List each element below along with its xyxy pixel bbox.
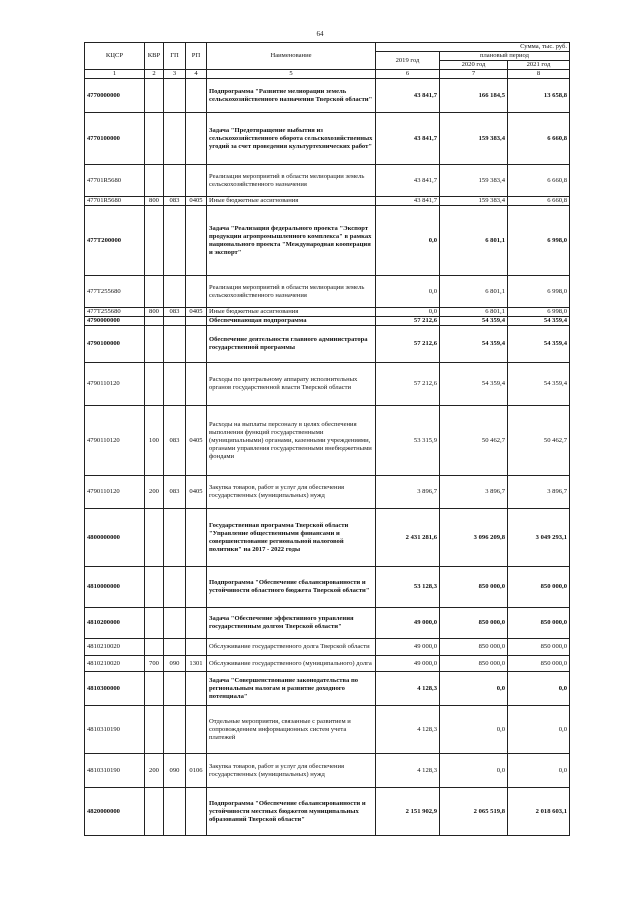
- gp-cell: 090: [164, 656, 186, 672]
- kcsr-cell: 4810000000: [85, 567, 145, 608]
- header-kvr: КВР: [145, 43, 164, 70]
- kvr-cell: [145, 79, 164, 113]
- value-2019-cell: 4 128,3: [376, 672, 440, 706]
- rp-cell: [186, 326, 207, 363]
- gp-cell: 083: [164, 476, 186, 509]
- kcsr-cell: 4800000000: [85, 509, 145, 567]
- index-cell: 3: [164, 70, 186, 79]
- value-2021-cell: 6 998,0: [508, 206, 570, 276]
- rp-cell: [186, 788, 207, 836]
- value-2019-cell: 57 212,6: [376, 326, 440, 363]
- value-2021-cell: 0,0: [508, 754, 570, 788]
- kcsr-cell: 4810210020: [85, 656, 145, 672]
- value-2021-cell: 3 896,7: [508, 476, 570, 509]
- rp-cell: [186, 206, 207, 276]
- rp-cell: 0405: [186, 197, 207, 206]
- name-cell: Подпрограмма "Развитие мелиорации земель сельскохозяйственного назначения Тверской области": [207, 79, 376, 113]
- gp-cell: [164, 206, 186, 276]
- table-row: [85, 165, 570, 197]
- table-row: [85, 79, 570, 113]
- table-row: [85, 363, 570, 406]
- kcsr-cell: 47701R5680: [85, 197, 145, 206]
- table-row: [85, 476, 570, 509]
- kcsr-cell: 477T200000: [85, 206, 145, 276]
- value-2020-cell: 850 000,0: [440, 567, 508, 608]
- value-2020-cell: 159 383,4: [440, 113, 508, 165]
- kcsr-cell: 4790110120: [85, 363, 145, 406]
- kvr-cell: [145, 317, 164, 326]
- value-2021-cell: 6 998,0: [508, 308, 570, 317]
- kvr-cell: [145, 206, 164, 276]
- table-row: [85, 308, 570, 317]
- name-cell: Реализация мероприятий в области мелиорации земель сельскохозяйственного назначения: [207, 165, 376, 197]
- value-2020-cell: 159 383,4: [440, 197, 508, 206]
- name-cell: Государственная программа Тверской области "Управление общественными финансами и совершенствование региональной налоговой политики" на 2017 - 2022 годы: [207, 509, 376, 567]
- name-cell: Подпрограмма "Обеспечение сбалансированности и устойчивости областного бюджета Тверской области": [207, 567, 376, 608]
- kvr-cell: [145, 113, 164, 165]
- value-2020-cell: 6 801,1: [440, 206, 508, 276]
- name-cell: Закупка товаров, работ и услуг для обеспечения государственных (муниципальных) нужд: [207, 754, 376, 788]
- table-row: [85, 788, 570, 836]
- rp-cell: [186, 276, 207, 308]
- rp-cell: 0106: [186, 754, 207, 788]
- value-2020-cell: 3 896,7: [440, 476, 508, 509]
- kcsr-cell: 477T255680: [85, 308, 145, 317]
- value-2020-cell: 159 383,4: [440, 165, 508, 197]
- value-2021-cell: 54 359,4: [508, 363, 570, 406]
- gp-cell: 083: [164, 197, 186, 206]
- gp-cell: 083: [164, 406, 186, 476]
- name-cell: Иные бюджетные ассигнования: [207, 308, 376, 317]
- header-2019: 2019 год: [376, 52, 440, 70]
- kcsr-cell: 4810310190: [85, 754, 145, 788]
- gp-cell: [164, 639, 186, 656]
- name-cell: Расходы по центральному аппарату исполнительных органов государственной власти Тверской области: [207, 363, 376, 406]
- gp-cell: 090: [164, 754, 186, 788]
- value-2020-cell: 0,0: [440, 706, 508, 754]
- value-2021-cell: 850 000,0: [508, 639, 570, 656]
- header-2020: 2020 год: [440, 61, 508, 70]
- kcsr-cell: 4810200000: [85, 608, 145, 639]
- kvr-cell: 200: [145, 754, 164, 788]
- value-2019-cell: 3 896,7: [376, 476, 440, 509]
- value-2019-cell: 53 315,9: [376, 406, 440, 476]
- gp-cell: [164, 706, 186, 754]
- table-row: [85, 672, 570, 706]
- value-2020-cell: 6 801,1: [440, 276, 508, 308]
- table-row: [85, 639, 570, 656]
- value-2021-cell: 6 660,8: [508, 197, 570, 206]
- value-2020-cell: 850 000,0: [440, 639, 508, 656]
- column-index-row: [85, 70, 570, 79]
- gp-cell: [164, 113, 186, 165]
- value-2021-cell: 6 660,8: [508, 113, 570, 165]
- kcsr-cell: 4790100000: [85, 326, 145, 363]
- kvr-cell: [145, 165, 164, 197]
- rp-cell: 0405: [186, 476, 207, 509]
- value-2019-cell: 57 212,6: [376, 317, 440, 326]
- index-cell: 2: [145, 70, 164, 79]
- value-2021-cell: 6 660,8: [508, 165, 570, 197]
- kvr-cell: [145, 608, 164, 639]
- value-2020-cell: 3 096 209,8: [440, 509, 508, 567]
- table-row: [85, 326, 570, 363]
- value-2019-cell: 57 212,6: [376, 363, 440, 406]
- header-2021: 2021 год: [508, 61, 570, 70]
- kvr-cell: 200: [145, 476, 164, 509]
- value-2019-cell: 2 151 902,9: [376, 788, 440, 836]
- index-cell: 6: [376, 70, 440, 79]
- table-row: [85, 113, 570, 165]
- gp-cell: [164, 672, 186, 706]
- value-2020-cell: 850 000,0: [440, 656, 508, 672]
- rp-cell: [186, 317, 207, 326]
- name-cell: Подпрограмма "Обеспечение сбалансированности и устойчивости местных бюджетов муниципальных образований Тверской области": [207, 788, 376, 836]
- kvr-cell: [145, 567, 164, 608]
- value-2019-cell: 4 128,3: [376, 754, 440, 788]
- value-2021-cell: 850 000,0: [508, 567, 570, 608]
- value-2021-cell: 2 018 603,1: [508, 788, 570, 836]
- value-2020-cell: 2 065 519,8: [440, 788, 508, 836]
- value-2020-cell: 166 184,5: [440, 79, 508, 113]
- value-2019-cell: 0,0: [376, 308, 440, 317]
- value-2019-cell: 43 841,7: [376, 197, 440, 206]
- gp-cell: [164, 788, 186, 836]
- rp-cell: 0405: [186, 308, 207, 317]
- index-cell: 4: [186, 70, 207, 79]
- table-row: [85, 608, 570, 639]
- value-2020-cell: 54 359,4: [440, 317, 508, 326]
- rp-cell: [186, 639, 207, 656]
- kcsr-cell: 4790110120: [85, 476, 145, 509]
- name-cell: Обеспечение деятельности главного администратора государственной программы: [207, 326, 376, 363]
- gp-cell: [164, 165, 186, 197]
- value-2019-cell: 43 841,7: [376, 113, 440, 165]
- rp-cell: 0405: [186, 406, 207, 476]
- gp-cell: [164, 276, 186, 308]
- value-2021-cell: 54 359,4: [508, 326, 570, 363]
- value-2020-cell: 0,0: [440, 754, 508, 788]
- kcsr-cell: 4770000000: [85, 79, 145, 113]
- name-cell: Задача "Совершенствование законодательства по региональным налогам и развитие доходного потенциала": [207, 672, 376, 706]
- kvr-cell: 700: [145, 656, 164, 672]
- rp-cell: [186, 567, 207, 608]
- value-2021-cell: 850 000,0: [508, 656, 570, 672]
- header-sum: Сумма, тыс. руб.: [376, 43, 570, 52]
- name-cell: Задача "Обеспечение эффективного управления государственным долгом Тверской области": [207, 608, 376, 639]
- name-cell: Задача "Реализация федерального проекта "Экспорт продукции агропромышленного комплекса" в рамках национального проекта "Международная кооперация и экспорт": [207, 206, 376, 276]
- value-2020-cell: 6 801,1: [440, 308, 508, 317]
- value-2019-cell: 49 000,0: [376, 656, 440, 672]
- name-cell: Закупка товаров, работ и услуг для обеспечения государственных (муниципальных) нужд: [207, 476, 376, 509]
- value-2020-cell: 54 359,4: [440, 326, 508, 363]
- value-2019-cell: 4 128,3: [376, 706, 440, 754]
- rp-cell: 1301: [186, 656, 207, 672]
- value-2021-cell: 13 658,8: [508, 79, 570, 113]
- kvr-cell: [145, 788, 164, 836]
- value-2021-cell: 6 998,0: [508, 276, 570, 308]
- value-2019-cell: 0,0: [376, 206, 440, 276]
- kvr-cell: [145, 326, 164, 363]
- rp-cell: [186, 706, 207, 754]
- value-2019-cell: 0,0: [376, 276, 440, 308]
- kcsr-cell: 4820000000: [85, 788, 145, 836]
- kcsr-cell: 4770100000: [85, 113, 145, 165]
- kcsr-cell: 477T255680: [85, 276, 145, 308]
- table-row: [85, 509, 570, 567]
- table-body: [85, 79, 570, 836]
- header-kcsr: КЦСР: [85, 43, 145, 70]
- gp-cell: [164, 326, 186, 363]
- name-cell: Задача "Предотвращение выбытия из сельскохозяйственного оборота сельскохозяйственных угодий за счет проведения культуртехнических работ": [207, 113, 376, 165]
- value-2020-cell: 54 359,4: [440, 363, 508, 406]
- table-row: [85, 656, 570, 672]
- value-2021-cell: 0,0: [508, 706, 570, 754]
- name-cell: Отдельные мероприятия, связанные с развитием и сопровождением информационных систем учета платежей: [207, 706, 376, 754]
- value-2020-cell: 850 000,0: [440, 608, 508, 639]
- table-row: [85, 197, 570, 206]
- kvr-cell: 800: [145, 308, 164, 317]
- name-cell: Иные бюджетные ассигнования: [207, 197, 376, 206]
- rp-cell: [186, 113, 207, 165]
- kvr-cell: 100: [145, 406, 164, 476]
- name-cell: Обслуживание государственного (муниципального) долга: [207, 656, 376, 672]
- index-cell: 7: [440, 70, 508, 79]
- value-2021-cell: 54 359,4: [508, 317, 570, 326]
- table-row: [85, 276, 570, 308]
- value-2021-cell: 850 000,0: [508, 608, 570, 639]
- name-cell: Обеспечивающая подпрограмма: [207, 317, 376, 326]
- kvr-cell: [145, 639, 164, 656]
- value-2021-cell: 50 462,7: [508, 406, 570, 476]
- gp-cell: [164, 363, 186, 406]
- rp-cell: [186, 165, 207, 197]
- gp-cell: [164, 509, 186, 567]
- rp-cell: [186, 79, 207, 113]
- value-2019-cell: 53 128,3: [376, 567, 440, 608]
- gp-cell: [164, 79, 186, 113]
- kvr-cell: [145, 672, 164, 706]
- table-row: [85, 317, 570, 326]
- budget-table: [84, 42, 570, 836]
- name-cell: Обслуживание государственного долга Тверской области: [207, 639, 376, 656]
- header-rp: РП: [186, 43, 207, 70]
- header-planned-period: плановый период: [440, 52, 570, 61]
- value-2019-cell: 49 000,0: [376, 639, 440, 656]
- kvr-cell: [145, 706, 164, 754]
- rp-cell: [186, 363, 207, 406]
- gp-cell: [164, 608, 186, 639]
- value-2019-cell: 43 841,7: [376, 165, 440, 197]
- index-cell: 1: [85, 70, 145, 79]
- value-2020-cell: 50 462,7: [440, 406, 508, 476]
- kcsr-cell: 4810300000: [85, 672, 145, 706]
- kvr-cell: [145, 509, 164, 567]
- gp-cell: [164, 567, 186, 608]
- kcsr-cell: 4810310190: [85, 706, 145, 754]
- header-name: Наименование: [207, 43, 376, 70]
- index-cell: 5: [207, 70, 376, 79]
- kvr-cell: [145, 363, 164, 406]
- page-number: 64: [316, 30, 324, 38]
- rp-cell: [186, 509, 207, 567]
- table-row: [85, 567, 570, 608]
- name-cell: Расходы на выплаты персоналу в целях обеспечения выполнения функций государственными (муниципальными) органами, казенными учреждениями, органами управления государственными внебюджетными фондами: [207, 406, 376, 476]
- kcsr-cell: 4790000000: [85, 317, 145, 326]
- kcsr-cell: 4790110120: [85, 406, 145, 476]
- gp-cell: 083: [164, 308, 186, 317]
- kcsr-cell: 47701R5680: [85, 165, 145, 197]
- rp-cell: [186, 608, 207, 639]
- value-2019-cell: 49 000,0: [376, 608, 440, 639]
- table-row: [85, 754, 570, 788]
- kvr-cell: [145, 276, 164, 308]
- name-cell: Реализация мероприятий в области мелиорации земель сельскохозяйственного назначения: [207, 276, 376, 308]
- kvr-cell: 800: [145, 197, 164, 206]
- table-row: [85, 406, 570, 476]
- value-2020-cell: 0,0: [440, 672, 508, 706]
- value-2021-cell: 0,0: [508, 672, 570, 706]
- table-row: [85, 206, 570, 276]
- header-gp: ГП: [164, 43, 186, 70]
- index-cell: 8: [508, 70, 570, 79]
- value-2019-cell: 43 841,7: [376, 79, 440, 113]
- table-row: [85, 706, 570, 754]
- kcsr-cell: 4810210020: [85, 639, 145, 656]
- rp-cell: [186, 672, 207, 706]
- value-2019-cell: 2 431 281,6: [376, 509, 440, 567]
- value-2021-cell: 3 049 293,1: [508, 509, 570, 567]
- gp-cell: [164, 317, 186, 326]
